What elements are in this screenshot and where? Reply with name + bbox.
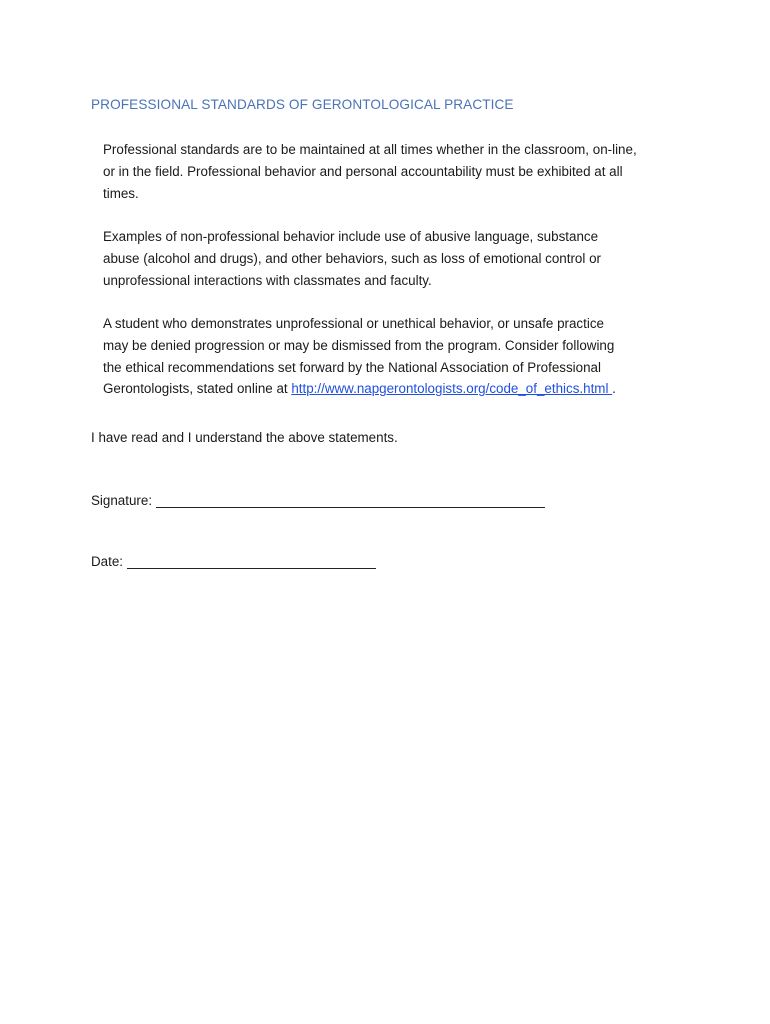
paragraph-line: or in the field. Professional behavior and personal accountability must be exhibited at all (103, 163, 623, 179)
paragraph-line: abuse (alcohol and drugs), and other behaviors, such as loss of emotional control or (103, 250, 601, 266)
code-of-ethics-link[interactable]: http://www.napgerontologists.org/code_of_ethics.html (291, 381, 613, 397)
paragraph-line: the ethical recommendations set forward by the National Association of Professional (103, 359, 601, 375)
link-suffix-text: . (612, 381, 616, 397)
paragraph-non-professional-examples (103, 226, 683, 291)
paragraph-line: may be denied progression or may be dismissed from the program. Consider following (103, 337, 615, 353)
paragraph-line: A student who demonstrates unprofessional or unethical behavior, or unsafe practice (103, 316, 604, 331)
paragraph-line: Examples of non-professional behavior include use of abusive language, substance (103, 229, 599, 244)
paragraph-line: times. (103, 185, 139, 201)
date-line[interactable] (127, 554, 376, 569)
paragraph-line-with-link (103, 378, 683, 400)
link-prefix-text: Gerontologists, stated online at (103, 381, 292, 397)
date-field (91, 554, 376, 569)
signature-label: Signature: (91, 493, 153, 508)
signature-field (91, 493, 545, 508)
paragraph-consequences (103, 313, 683, 400)
paragraph-line: Professional standards are to be maintained at all times whether in the classroom, on-line, (103, 142, 637, 157)
paragraph-professional-standards (103, 139, 683, 204)
acknowledgement-statement: I have read and I understand the above statements. (91, 430, 398, 445)
signature-line[interactable] (156, 493, 545, 508)
paragraph-line: unprofessional interactions with classmates and faculty. (103, 272, 432, 288)
date-label: Date: (91, 554, 124, 569)
document-title: PROFESSIONAL STANDARDS OF GERONTOLOGICAL PRACTICE (91, 97, 514, 112)
